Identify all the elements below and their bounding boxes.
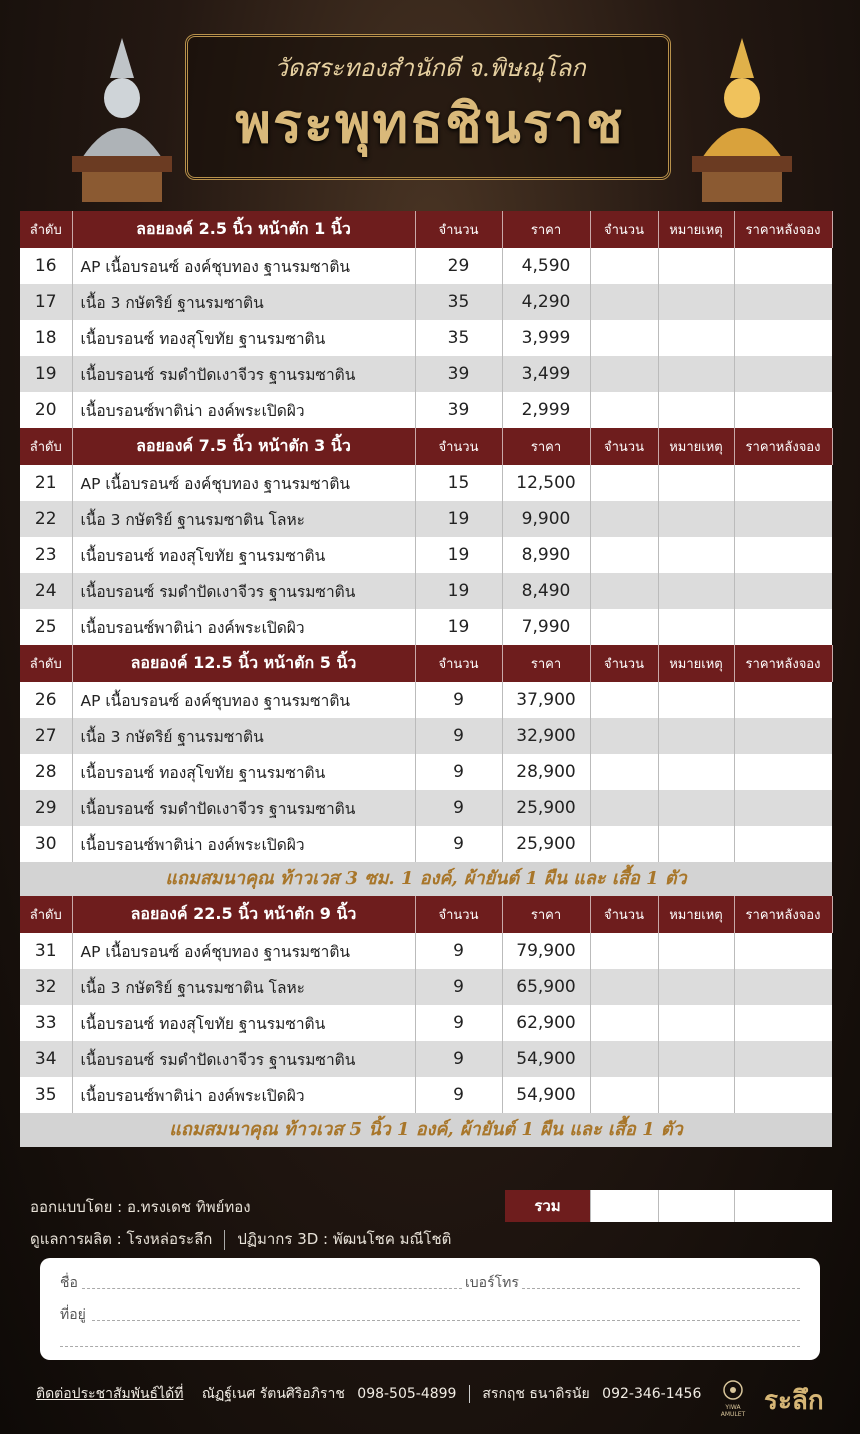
header-cell: ลำดับ [20, 428, 72, 465]
order-qty-cell[interactable] [590, 1077, 658, 1113]
after-price-cell[interactable] [734, 320, 832, 356]
raluek-logo: ระลึก [764, 1386, 824, 1416]
item-quantity: 19 [415, 609, 502, 645]
order-qty-cell[interactable] [590, 320, 658, 356]
table-row [20, 465, 832, 501]
item-quantity: 9 [415, 754, 502, 790]
item-name: AP เนื้อบรอนซ์ องค์ชุบทอง ฐานรมซาติน [72, 248, 415, 284]
note-cell[interactable] [658, 320, 734, 356]
order-qty-cell[interactable] [590, 284, 658, 320]
row-number: 17 [20, 284, 72, 320]
note-cell[interactable] [658, 826, 734, 862]
table-row [20, 933, 832, 969]
header-cell: จำนวน [590, 428, 658, 465]
sculptor-credit: ปฏิมากร 3D : พัฒนโชค มณีโชติ [237, 1230, 452, 1248]
header-cell: หมายเหตุ [658, 896, 734, 933]
note-cell[interactable] [658, 392, 734, 428]
item-name: เนื้อบรอนซ์ รมดำปัดเงาจีวร ฐานรมซาติน [72, 1041, 415, 1077]
item-quantity: 39 [415, 356, 502, 392]
item-price: 25,900 [502, 790, 590, 826]
order-qty-cell[interactable] [590, 718, 658, 754]
after-price-cell[interactable] [734, 248, 832, 284]
row-number: 19 [20, 356, 72, 392]
name-label: ชื่อ [60, 1275, 78, 1291]
item-quantity: 9 [415, 1077, 502, 1113]
after-price-cell[interactable] [734, 1005, 832, 1041]
header-cell: ราคาหลังจอง [734, 428, 832, 465]
item-name: เนื้อบรอนซ์ ทองสุโขทัย ฐานรมซาติน [72, 537, 415, 573]
order-qty-cell[interactable] [590, 392, 658, 428]
note-cell[interactable] [658, 284, 734, 320]
item-quantity: 35 [415, 320, 502, 356]
item-price: 8,490 [502, 573, 590, 609]
order-qty-cell[interactable] [590, 248, 658, 284]
item-quantity: 19 [415, 501, 502, 537]
item-name: AP เนื้อบรอนซ์ องค์ชุบทอง ฐานรมซาติน [72, 682, 415, 718]
item-price: 3,999 [502, 320, 590, 356]
item-name: เนื้อบรอนซ์ รมดำปัดเงาจีวร ฐานรมซาติน [72, 790, 415, 826]
address-label: ที่อยู่ [60, 1307, 86, 1323]
header-cell: ราคา [502, 645, 590, 682]
header-cell: หมายเหตุ [658, 645, 734, 682]
header-cell: หมายเหตุ [658, 428, 734, 465]
gift-row [20, 1113, 832, 1147]
header-cell: ราคาหลังจอง [734, 645, 832, 682]
table-row [20, 356, 832, 392]
note-cell[interactable] [658, 718, 734, 754]
phone-field[interactable] [522, 1288, 800, 1289]
item-price: 79,900 [502, 933, 590, 969]
after-price-cell[interactable] [734, 754, 832, 790]
phone-label: เบอร์โทร [465, 1275, 519, 1291]
header [0, 0, 860, 215]
table-row [20, 969, 832, 1005]
item-price: 8,990 [502, 537, 590, 573]
address-field[interactable] [92, 1320, 800, 1321]
row-number: 27 [20, 718, 72, 754]
note-cell[interactable] [658, 790, 734, 826]
after-price-cell[interactable] [734, 537, 832, 573]
note-cell[interactable] [658, 537, 734, 573]
header-cell: จำนวน [415, 645, 502, 682]
item-name: เนื้อบรอนซ์พาติน่า องค์พระเปิดผิว [72, 826, 415, 862]
item-price: 32,900 [502, 718, 590, 754]
item-name: AP เนื้อบรอนซ์ องค์ชุบทอง ฐานรมซาติน [72, 933, 415, 969]
item-name: เนื้อบรอนซ์ ทองสุโขทัย ฐานรมซาติน [72, 320, 415, 356]
table-row [20, 537, 832, 573]
item-name: เนื้อ 3 กษัตริย์ ฐานรมซาติน [72, 284, 415, 320]
header-cell: ราคาหลังจอง [734, 896, 832, 933]
header-cell: หมายเหตุ [658, 211, 734, 248]
header-cell: จำนวน [415, 211, 502, 248]
row-number: 22 [20, 501, 72, 537]
order-qty-cell[interactable] [590, 609, 658, 645]
item-name: เนื้อบรอนซ์ ทองสุโขทัย ฐานรมซาติน [72, 1005, 415, 1041]
gift-note: แถมสมนาคุณ ท้าวเวส 5 นิ้ว 1 องค์, ผ้ายันต์ 1 ผืน และ เสื้อ 1 ตัว [20, 1113, 832, 1147]
group-header [20, 211, 832, 248]
note-cell[interactable] [658, 501, 734, 537]
after-price-cell[interactable] [734, 1041, 832, 1077]
row-number: 16 [20, 248, 72, 284]
item-price: 9,900 [502, 501, 590, 537]
group-header [20, 645, 832, 682]
header-cell: ลอยองค์ 2.5 นิ้ว หน้าตัก 1 นิ้ว [72, 211, 415, 248]
item-price: 12,500 [502, 465, 590, 501]
item-price: 3,499 [502, 356, 590, 392]
header-cell: ราคา [502, 428, 590, 465]
after-price-cell[interactable] [734, 682, 832, 718]
item-price: 54,900 [502, 1041, 590, 1077]
order-qty-cell[interactable] [590, 790, 658, 826]
item-price: 4,290 [502, 284, 590, 320]
header-cell: ลำดับ [20, 211, 72, 248]
credits [30, 1195, 451, 1259]
header-cell: ราคาหลังจอง [734, 211, 832, 248]
order-qty-cell[interactable] [590, 537, 658, 573]
row-number: 23 [20, 537, 72, 573]
item-name: เนื้อบรอนซ์พาติน่า องค์พระเปิดผิว [72, 392, 415, 428]
item-name: เนื้อ 3 กษัตริย์ ฐานรมซาติน โลหะ [72, 969, 415, 1005]
note-cell[interactable] [658, 356, 734, 392]
item-quantity: 9 [415, 933, 502, 969]
item-quantity: 9 [415, 1005, 502, 1041]
row-number: 18 [20, 320, 72, 356]
main-title: พระพุทธชินราช [235, 91, 625, 155]
after-price-cell[interactable] [734, 790, 832, 826]
note-cell[interactable] [658, 573, 734, 609]
header-cell: จำนวน [590, 645, 658, 682]
after-price-cell[interactable] [734, 356, 832, 392]
table-row [20, 1041, 832, 1077]
order-qty-cell[interactable] [590, 573, 658, 609]
after-price-cell[interactable] [734, 718, 832, 754]
row-number: 32 [20, 969, 72, 1005]
table-row [20, 573, 832, 609]
order-qty-cell[interactable] [590, 465, 658, 501]
table-row [20, 392, 832, 428]
note-cell[interactable] [658, 609, 734, 645]
table-row [20, 609, 832, 645]
table-row [20, 790, 832, 826]
header-cell: ลำดับ [20, 896, 72, 933]
note-cell[interactable] [658, 682, 734, 718]
row-number: 24 [20, 573, 72, 609]
contact-person-2: สรกฤช ธนาดิรนัย [482, 1386, 590, 1402]
gift-row [20, 862, 832, 896]
table-row [20, 1077, 832, 1113]
note-cell[interactable] [658, 1077, 734, 1113]
row-number: 35 [20, 1077, 72, 1113]
item-quantity: 9 [415, 790, 502, 826]
after-price-cell[interactable] [734, 573, 832, 609]
order-qty-cell[interactable] [590, 501, 658, 537]
item-quantity: 29 [415, 248, 502, 284]
note-cell[interactable] [658, 248, 734, 284]
item-name: เนื้อบรอนซ์พาติน่า องค์พระเปิดผิว [72, 1077, 415, 1113]
item-quantity: 19 [415, 537, 502, 573]
header-cell: จำนวน [590, 896, 658, 933]
after-price-cell[interactable] [734, 933, 832, 969]
yiwa-amulet-logo: YIWA AMULET [718, 1378, 748, 1422]
row-number: 31 [20, 933, 72, 969]
item-name: เนื้อ 3 กษัตริย์ ฐานรมซาติน [72, 718, 415, 754]
item-quantity: 39 [415, 392, 502, 428]
order-qty-cell[interactable] [590, 682, 658, 718]
table-row [20, 320, 832, 356]
after-price-cell[interactable] [734, 501, 832, 537]
table-row [20, 1005, 832, 1041]
note-cell[interactable] [658, 754, 734, 790]
total-cells[interactable] [590, 1190, 832, 1222]
contact-phone-2[interactable]: 092-346-1456 [602, 1386, 702, 1402]
table-row [20, 754, 832, 790]
table-row [20, 284, 832, 320]
note-cell[interactable] [658, 465, 734, 501]
row-number: 34 [20, 1041, 72, 1077]
item-price: 2,999 [502, 392, 590, 428]
table-row [20, 718, 832, 754]
price-table [20, 211, 832, 1147]
header-cell: ราคา [502, 896, 590, 933]
after-price-cell[interactable] [734, 826, 832, 862]
item-price: 28,900 [502, 754, 590, 790]
order-qty-cell[interactable] [590, 754, 658, 790]
row-number: 33 [20, 1005, 72, 1041]
order-qty-cell[interactable] [590, 969, 658, 1005]
group-header [20, 428, 832, 465]
item-quantity: 15 [415, 465, 502, 501]
after-price-cell[interactable] [734, 465, 832, 501]
designer-credit: ออกแบบโดย : อ.ทรงเดช ทิพย์ทอง [30, 1198, 251, 1216]
table-row [20, 682, 832, 718]
header-cell: ลอยองค์ 12.5 นิ้ว หน้าตัก 5 นิ้ว [72, 645, 415, 682]
address-field-line2[interactable] [60, 1346, 800, 1347]
item-quantity: 9 [415, 969, 502, 1005]
item-price: 25,900 [502, 826, 590, 862]
item-name: AP เนื้อบรอนซ์ องค์ชุบทอง ฐานรมซาติน [72, 465, 415, 501]
after-price-cell[interactable] [734, 1077, 832, 1113]
contact-person-1: ณัฏฐ์เนศ รัตนศิริอภิราช [201, 1386, 345, 1402]
item-price: 54,900 [502, 1077, 590, 1113]
item-price: 65,900 [502, 969, 590, 1005]
note-cell[interactable] [658, 933, 734, 969]
production-credit: ดูแลการผลิต : โรงหล่อระลึก [30, 1230, 213, 1248]
order-qty-cell[interactable] [590, 1041, 658, 1077]
note-cell[interactable] [658, 1041, 734, 1077]
item-price: 4,590 [502, 248, 590, 284]
footer-contact [36, 1383, 701, 1405]
header-cell: จำนวน [415, 428, 502, 465]
note-cell[interactable] [658, 969, 734, 1005]
header-cell: ลอยองค์ 22.5 นิ้ว หน้าตัก 9 นิ้ว [72, 896, 415, 933]
header-cell: จำนวน [415, 896, 502, 933]
contact-phone-1[interactable]: 098-505-4899 [357, 1386, 457, 1402]
header-cell: ลอยองค์ 7.5 นิ้ว หน้าตัก 3 นิ้ว [72, 428, 415, 465]
item-name: เนื้อบรอนซ์ ทองสุโขทัย ฐานรมซาติน [72, 754, 415, 790]
order-qty-cell[interactable] [590, 1005, 658, 1041]
item-quantity: 9 [415, 1041, 502, 1077]
name-field[interactable] [82, 1288, 462, 1289]
temple-subtitle: วัดสระทองสำนักดี จ.พิษณุโลก [274, 54, 586, 82]
item-quantity: 9 [415, 682, 502, 718]
item-price: 62,900 [502, 1005, 590, 1041]
table-row [20, 248, 832, 284]
order-qty-cell[interactable] [590, 933, 658, 969]
item-name: เนื้อบรอนซ์พาติน่า องค์พระเปิดผิว [72, 609, 415, 645]
item-price: 7,990 [502, 609, 590, 645]
table-row [20, 501, 832, 537]
group-header [20, 896, 832, 933]
header-cell: ลำดับ [20, 645, 72, 682]
contact-label: ติดต่อประชาสัมพันธ์ได้ที่ [36, 1386, 184, 1402]
header-cell: ราคา [502, 211, 590, 248]
order-qty-cell[interactable] [590, 356, 658, 392]
row-number: 26 [20, 682, 72, 718]
order-form [40, 1258, 820, 1360]
item-quantity: 19 [415, 573, 502, 609]
item-name: เนื้อบรอนซ์ รมดำปัดเงาจีวร ฐานรมซาติน [72, 356, 415, 392]
row-number: 25 [20, 609, 72, 645]
gift-note: แถมสมนาคุณ ท้าวเวส 3 ซม. 1 องค์, ผ้ายันต์ 1 ผืน และ เสื้อ 1 ตัว [20, 862, 832, 896]
note-cell[interactable] [658, 1005, 734, 1041]
item-quantity: 9 [415, 826, 502, 862]
item-name: เนื้อ 3 กษัตริย์ ฐานรมซาติน โลหะ [72, 501, 415, 537]
after-price-cell[interactable] [734, 392, 832, 428]
item-quantity: 9 [415, 718, 502, 754]
row-number: 29 [20, 790, 72, 826]
item-name: เนื้อบรอนซ์ รมดำปัดเงาจีวร ฐานรมซาติน [72, 573, 415, 609]
item-price: 37,900 [502, 682, 590, 718]
after-price-cell[interactable] [734, 609, 832, 645]
row-number: 20 [20, 392, 72, 428]
row-number: 28 [20, 754, 72, 790]
after-price-cell[interactable] [734, 284, 832, 320]
order-qty-cell[interactable] [590, 826, 658, 862]
item-quantity: 35 [415, 284, 502, 320]
total-label: รวม [505, 1190, 590, 1222]
row-number: 21 [20, 465, 72, 501]
row-number: 30 [20, 826, 72, 862]
table-row [20, 826, 832, 862]
header-cell: จำนวน [590, 211, 658, 248]
after-price-cell[interactable] [734, 969, 832, 1005]
